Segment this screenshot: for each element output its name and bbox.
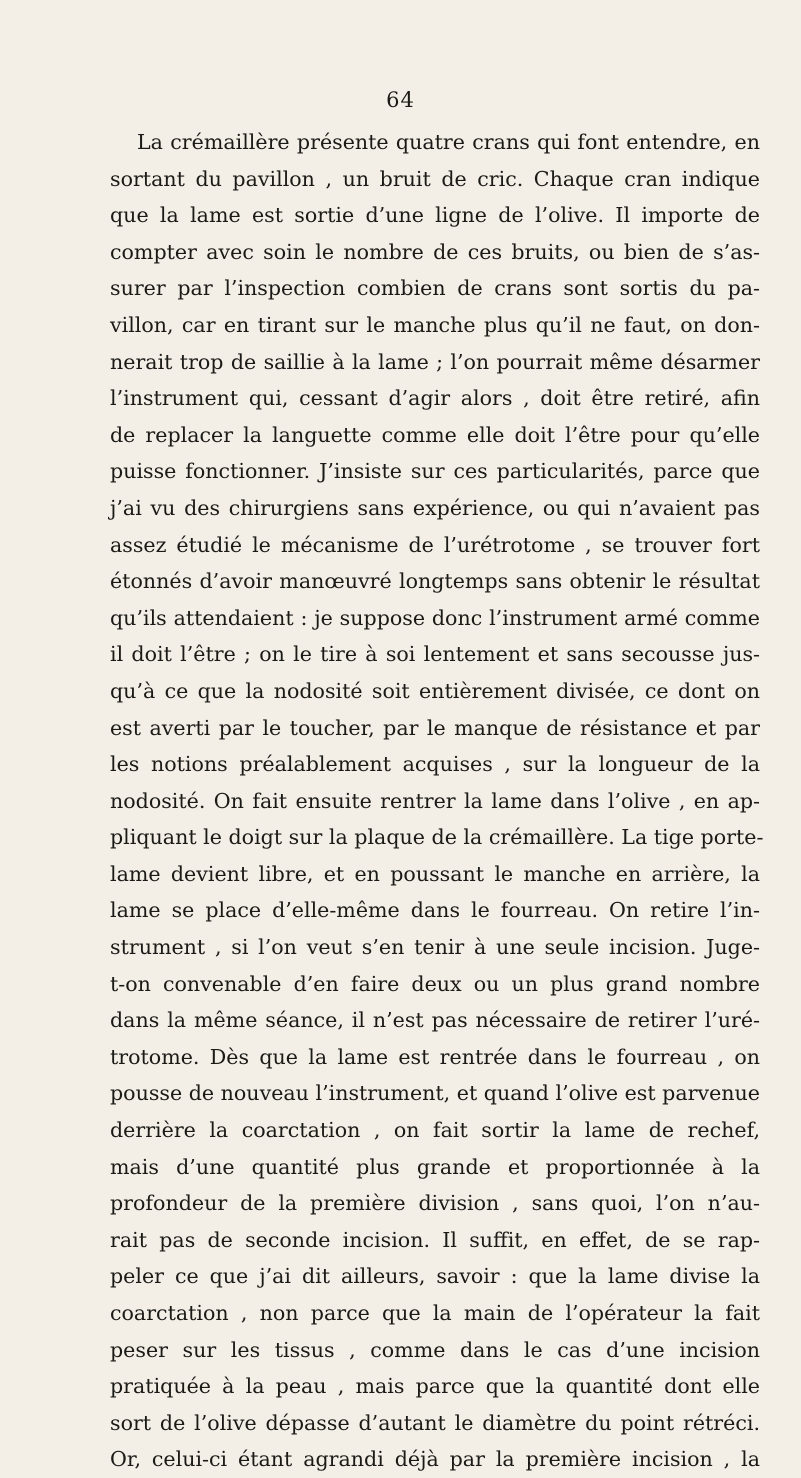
text-line: lame devient libre, et en poussant le manche en arrière, la (110, 861, 760, 886)
text-line: trotome. Dès que la lame est rentrée dans le fourreau , on (110, 1044, 760, 1069)
text-line: strument , si l’on veut s’en tenir à une seule incision. Juge- (110, 935, 760, 960)
text-line: mais d’une quantité plus grande et proportionnée à la (110, 1154, 760, 1179)
text-line: pliquant le doigt sur la plaque de la crémaillère. La tige porte- (110, 825, 764, 850)
text-line: Or, celui-ci étant agrandi déjà par la première incision , la (110, 1447, 760, 1472)
text-line: pratiquée à la peau , mais parce que la quantité dont elle (110, 1374, 760, 1399)
text-line: est averti par le toucher, par le manque de résistance et par (110, 715, 760, 740)
text-line: nodosité. On fait ensuite rentrer la lame dans l’olive , en ap- (110, 788, 760, 813)
text-line: rait pas de seconde incision. Il suffit, en effet, de se rap- (110, 1227, 760, 1252)
text-line: les notions préalablement acquises , sur la longueur de la (110, 752, 760, 777)
text-line: assez étudié le mécanisme de l’urétrotome , se trouver fort (110, 532, 760, 557)
text-line: pousse de nouveau l’instrument, et quand l’olive est parvenue (110, 1081, 760, 1106)
text-line: profondeur de la première division , sans quoi, l’on n’au- (110, 1191, 760, 1216)
text-line: t-on convenable d’en faire deux ou un plus grand nombre (110, 971, 760, 996)
text-line: compter avec soin le nombre de ces bruits, ou bien de s’as- (110, 239, 760, 264)
text-line: il doit l’être ; on le tire à soi lentement et sans secousse jus- (110, 642, 760, 667)
text-line: peler ce que j’ai dit ailleurs, savoir : que la lame divise la (110, 1264, 760, 1289)
text-line: lame se place d’elle-même dans le fourreau. On retire l’in- (110, 898, 760, 923)
text-line: dans la même séance, il n’est pas nécessaire de retirer l’uré- (110, 1008, 760, 1033)
text-line: peser sur les tissus , comme dans le cas d’une incision (110, 1337, 760, 1362)
text-line: villon, car en tirant sur le manche plus qu’il ne faut, on don- (110, 312, 760, 337)
text-line: puisse fonctionner. J’insiste sur ces particularités, parce que (110, 459, 760, 484)
text-line: sort de l’olive dépasse d’autant le diamètre du point rétréci. (110, 1410, 760, 1435)
text-line: que la lame est sortie d’une ligne de l’olive. Il importe de (110, 203, 760, 228)
page-number: 64 (386, 88, 415, 112)
body-text (110, 124, 764, 1478)
text-line: derrière la coarctation , on fait sortir la lame de rechef, (110, 1118, 760, 1143)
text-line: qu’ils attendaient : je suppose donc l’instrument armé comme (110, 605, 760, 630)
text-line: qu’à ce que la nodosité soit entièrement divisée, ce dont on (110, 678, 760, 703)
text-line: l’instrument qui, cessant d’agir alors , doit être retiré, afin (110, 386, 760, 411)
text-line: étonnés d’avoir manœuvré longtemps sans obtenir le résultat (110, 569, 760, 594)
text-line: surer par l’inspection combien de crans sont sortis du pa- (110, 276, 760, 301)
text-line: j’ai vu des chirurgiens sans expérience, ou qui n’avaient pas (110, 495, 760, 520)
text-line: coarctation , non parce que la main de l’opérateur la fait (110, 1301, 760, 1325)
text-line: de replacer la languette comme elle doit l’être pour qu’elle (110, 422, 760, 447)
text-line: sortant du pavillon , un bruit de cric. Chaque cran indique (110, 166, 760, 191)
text-line: nerait trop de saillie à la lame ; l’on pourrait même désarmer (110, 349, 760, 374)
text-line: La crémaillère présente quatre crans qui font entendre, en (137, 130, 760, 154)
